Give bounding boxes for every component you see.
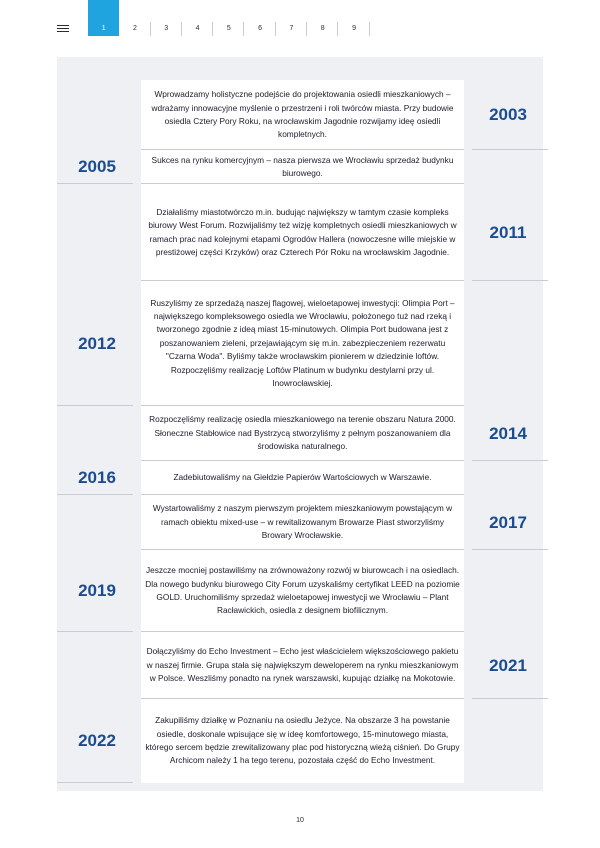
timeline-entry-text: Wystartowaliśmy z naszym pierwszym projektem mieszkaniowym powstającym w ramach obiektu mixed-use – w rewitalizowanym Browarze Piast stworzyliśmy Browary Wrocławskie. [141, 495, 464, 550]
timeline-entry [141, 632, 527, 699]
page-tab-4[interactable]: 4 [182, 0, 213, 36]
page-tabs [88, 0, 370, 36]
timeline-year: 2017 [468, 495, 548, 550]
hamburger-menu-icon[interactable] [57, 25, 69, 32]
timeline-entry-text: Ruszyliśmy ze sprzedażą naszej flagowej, wieloetapowej inwestycji: Olimpia Port – największego kompleksowego osiedla we Wrocławiu, położonego tuż nad rzeką i tworzonego zgodnie z ideą miast 15-minutowych. Olimpia Port budowana jest z poszanowaniem zieleni, przejawiającym się m.in. zabezpieczeniem rezerwatu "Czarna Woda". Byliśmy także wrocławskim pionierem w dziedzinie loftów. Rozpoczęliśmy realizację Loftów Platinum w budynku destylarni przy ul. Inowrocławskiej. [141, 281, 464, 406]
timeline-year: 2003 [468, 80, 548, 150]
timeline-entry [78, 699, 464, 783]
page-tab-6[interactable]: 6 [244, 0, 275, 36]
timeline-year: 2011 [468, 184, 548, 281]
page-tab-8[interactable]: 8 [307, 0, 338, 36]
timeline-entry-text: Dołączyliśmy do Echo Investment – Echo jest właścicielem większościowego pakietu w naszej firmie. Grupa stała się największym deweloperem na rynku mieszkaniowym w Polsce. Weszliśmy ponadto na rynek warszawski, kupując działkę na Mokotowie. [141, 632, 464, 699]
timeline-entry [141, 406, 527, 461]
timeline-year: 2014 [468, 406, 548, 461]
page-tab-7[interactable]: 7 [276, 0, 307, 36]
timeline-entry-text: Sukces na rynku komercyjnym – nasza pierwsza we Wrocławiu sprzedaż budynku biurowego. [141, 150, 464, 184]
page-tab-9[interactable]: 9 [338, 0, 369, 36]
timeline-entry-text: Rozpoczęliśmy realizację osiedla mieszkaniowego na terenie obszaru Natura 2000. Słoneczne Stabłowice nad Bystrzycą stworzyliśmy z pełnym poszanowaniem dla środowiska naturalnego. [141, 406, 464, 461]
page-tab-1[interactable]: 1 [88, 0, 119, 36]
timeline-entry [78, 550, 464, 632]
timeline-year: 2016 [57, 461, 137, 495]
timeline-entry-text: Działaliśmy miastotwórczo m.in. budując największy w tamtym czasie kompleks biurowy West Forum. Rozwijaliśmy też wizję kompletnych osiedli mieszkaniowych w ramach prac nad kolejnymi etapami Ogrodów Hallera (nowoczesne wille miejskie w prestiżowej części Krzyków) oraz Czterech Pór Roku na wrocławskim Jagodnie. [141, 184, 464, 281]
timeline-entry-text: Wprowadzamy holistyczne podejście do projektowania osiedli mieszkaniowych – wdrażamy innowacyjne myślenie o przestrzeni i roli twórców miasta. Przy budowie osiedla Cztery Pory Roku, na wrocławskim Jagodnie rozwijamy ideę osiedli kompletnych. [141, 80, 464, 150]
timeline-year: 2012 [57, 281, 137, 406]
timeline-year: 2022 [57, 699, 137, 783]
timeline-entry [141, 495, 527, 550]
page-tab-5[interactable]: 5 [213, 0, 244, 36]
page-tab-2[interactable]: 2 [119, 0, 150, 36]
top-navigation [0, 0, 600, 36]
timeline-entry [78, 150, 464, 184]
timeline-entry-text: Zadebiutowaliśmy na Giełdzie Papierów Wartościowych w Warszawie. [141, 461, 464, 495]
timeline-entry [78, 281, 464, 406]
timeline-year: 2019 [57, 550, 137, 632]
timeline-panel [57, 57, 543, 791]
timeline-year: 2005 [57, 150, 137, 184]
timeline-entry [141, 80, 527, 150]
timeline-year: 2021 [468, 632, 548, 699]
page-number: 10 [296, 817, 304, 824]
page-tab-3[interactable]: 3 [151, 0, 182, 36]
timeline-entry [78, 461, 464, 495]
timeline-entry [141, 184, 527, 281]
timeline [78, 80, 527, 783]
timeline-entry-text: Jeszcze mocniej postawiliśmy na zrównoważony rozwój w biurowcach i na osiedlach. Dla nowego budynku biurowego City Forum uzyskaliśmy certyfikat LEED na poziomie GOLD. Uruchomiliśmy sprzedaż wieloetapowej inwestycji we Wrocławiu – Plant Racławickich, osiedla z designem biofilicznym. [141, 550, 464, 632]
timeline-entry-text: Zakupiliśmy działkę w Poznaniu na osiedlu Jeżyce. Na obszarze 3 ha powstanie osiedle, doskonale wpisujące się w ideę komfortowego, 15-minutowego miasta, którego sercem będzie zrewitalizowany plac pod historyczną wieżą ciśnień. Do Grupy Archicom należy 1 ha tego terenu, pozostała część do Echo Investment. [141, 699, 464, 783]
